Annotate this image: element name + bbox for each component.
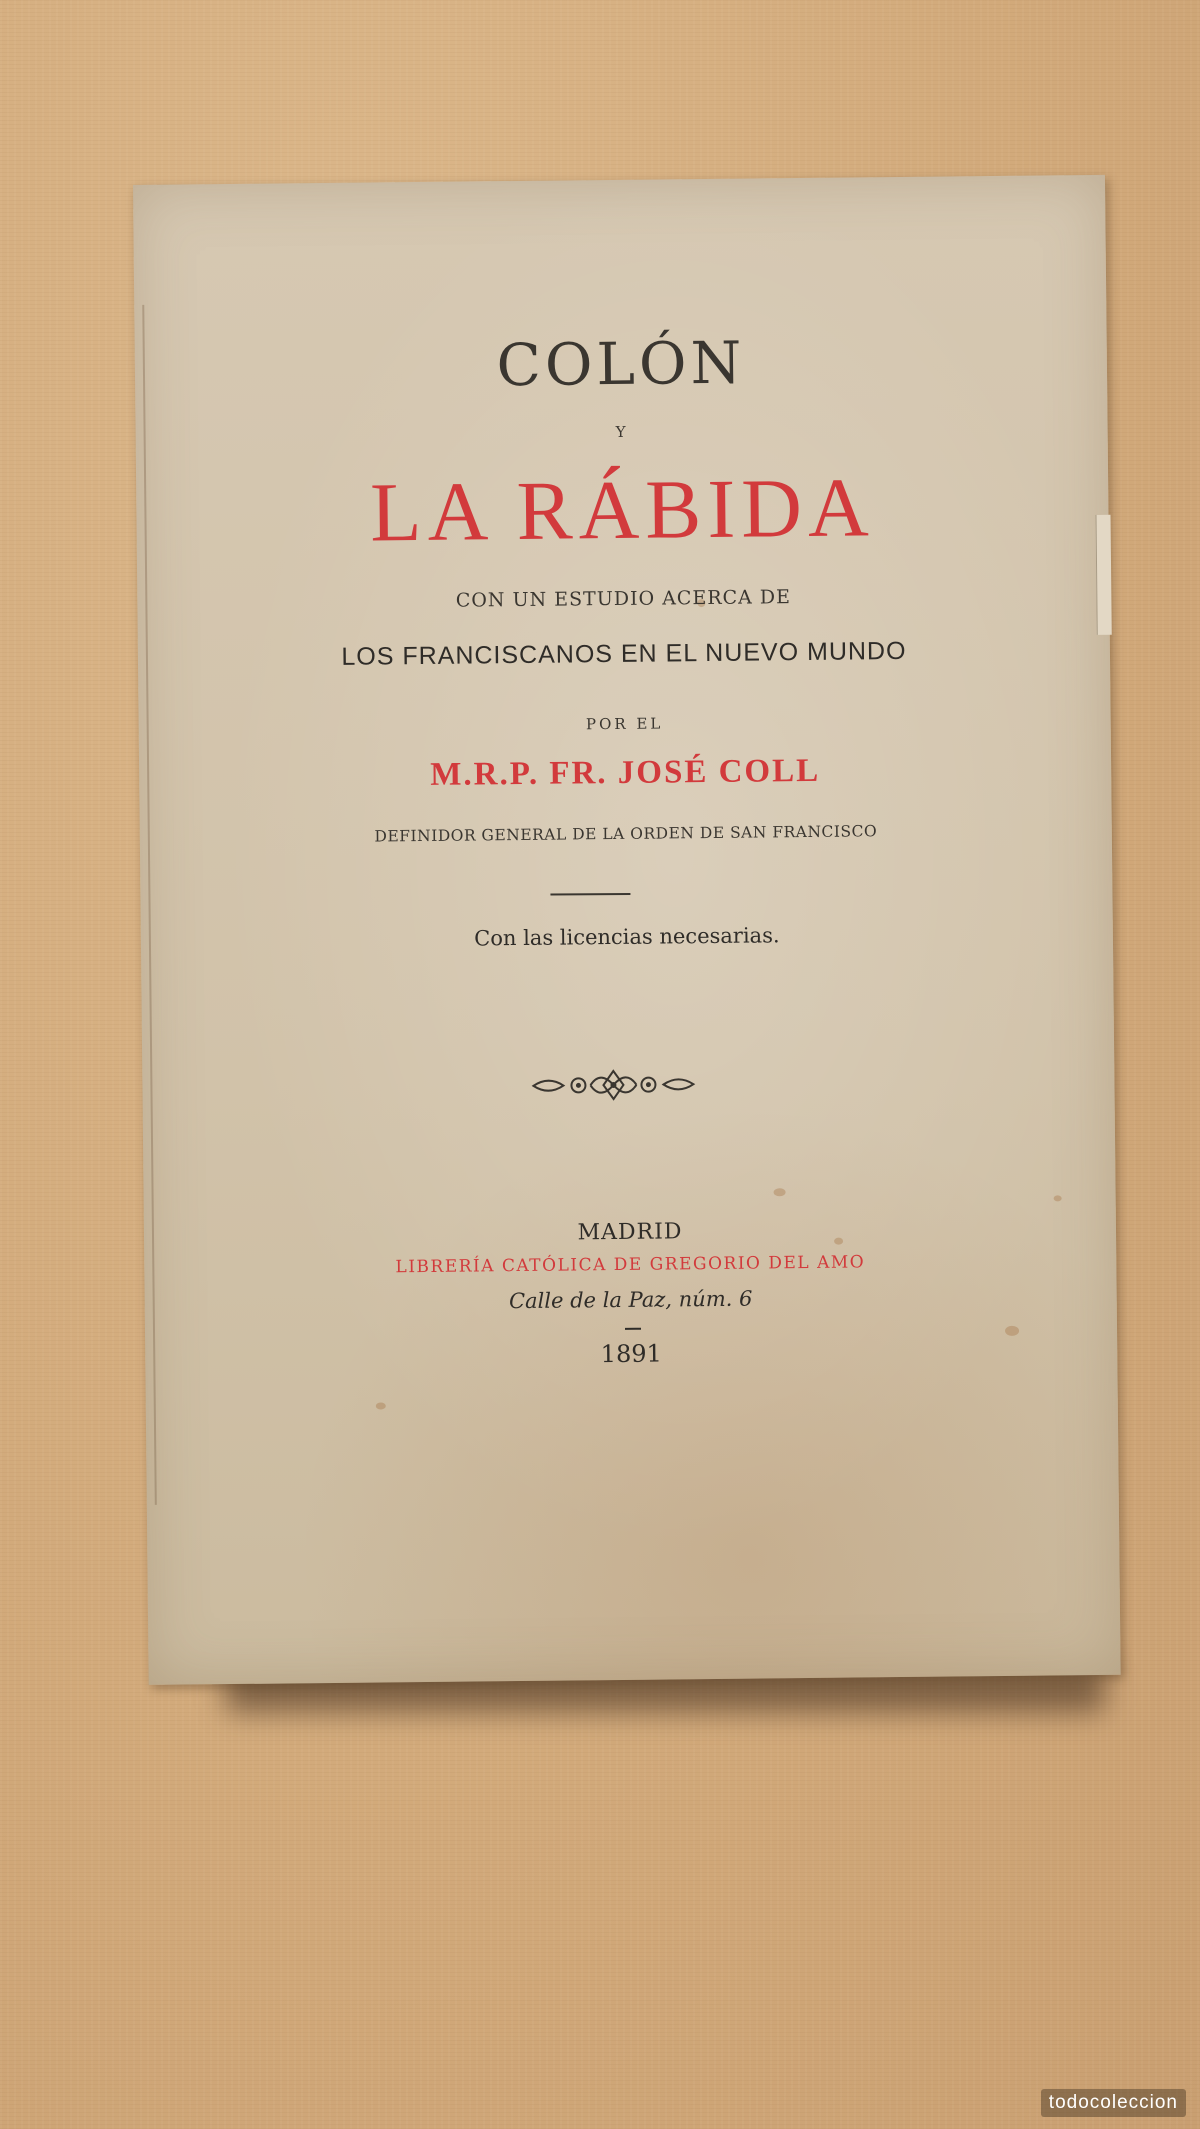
publisher-city: MADRID	[577, 1219, 683, 1246]
fleuron-ornament-icon	[528, 1064, 698, 1106]
author-title: DEFINIDOR GENERAL DE LA ORDEN DE SAN FRANCISCO	[374, 822, 878, 846]
title-line-2: LA RÁBIDA	[369, 461, 876, 560]
year-dash	[625, 1328, 641, 1330]
byline-prefix: POR EL	[585, 714, 664, 734]
title-conjunction: Y	[615, 422, 628, 441]
publication-year: 1891	[600, 1339, 662, 1369]
foxing-spot	[376, 1402, 386, 1409]
watermark: todocoleccion	[1041, 2089, 1186, 2117]
licenses-note: Con las licencias necesarias.	[474, 923, 780, 951]
title-line-1: COLÓN	[496, 328, 746, 400]
foxing-spot	[1054, 1195, 1062, 1201]
publisher-name: LIBRERÍA CATÓLICA DE GREGORIO DEL AMO	[395, 1252, 866, 1278]
separator-rule	[550, 893, 630, 895]
foxing-spot	[774, 1188, 786, 1196]
author-name: M.R.P. FR. JOSÉ COLL	[430, 752, 821, 793]
publisher-address: Calle de la Paz, núm. 6	[508, 1286, 753, 1314]
subtitle-line-2: LOS FRANCISCANOS EN EL NUEVO MUNDO	[341, 636, 907, 671]
subtitle-line-1: CON UN ESTUDIO ACERCA DE	[455, 586, 792, 612]
book-cover	[133, 175, 1121, 1685]
foxing-spot	[1005, 1326, 1019, 1336]
